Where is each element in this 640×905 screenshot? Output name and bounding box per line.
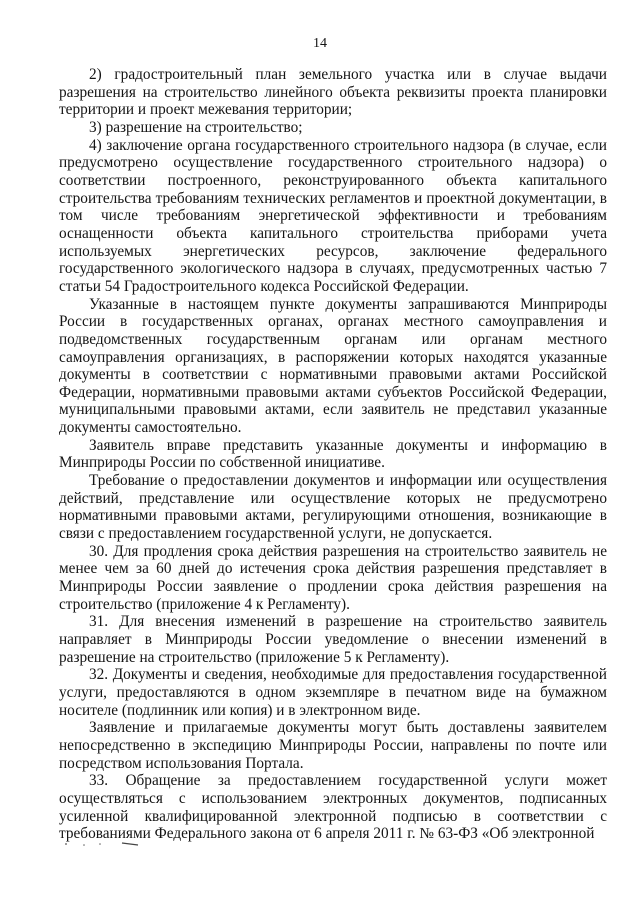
paragraph-delivery: Заявление и прилагаемые документы могут быть доставлены заявителем непосредственно в экспедицию Минприроды России, направлены по почте или посредством использования Портала. <box>59 719 607 772</box>
paragraph-applicant-right: Заявитель вправе представить указанные документы и информацию в Минприроды России по собственной инициативе. <box>59 436 607 472</box>
paragraph-30: 30. Для продления срока действия разрешения на строительство заявитель не менее чем за 60 дней до истечения срока действия разрешения представляет в Минприроды России заявление о продлении срока действия разрешения на строительство (приложение 4 к Регламенту). <box>59 542 607 613</box>
paragraph-item-3: 3) разрешение на строительство; <box>89 118 303 136</box>
paragraph-31: 31. Для внесения изменений в разрешение на строительство заявитель направляет в Минприроды России уведомление о внесении изменений в разрешение на строительство (приложение 5 к Регламенту). <box>59 613 607 666</box>
paragraph-requirement-prohibition: Требование о предоставлении документов и информации или осуществления действий, представление или осуществление которых не предусмотрено нормативными правовыми актами, регулирующими отношения, возникающие в связи с предоставлением государственной услуги, не допускается. <box>59 472 607 543</box>
paragraph-33: 33. Обращение за предоставлением государственной услуги может осуществляться с использованием электронных документов, подписанных усиленной квалифицированной электронной подписью в соответствии с требованиями Федерального закона от 6 апреля 2011 г. № 63-ФЗ «Об электронной <box>59 772 607 843</box>
paragraph-requested-documents: Указанные в настоящем пункте документы запрашиваются Минприроды России в государственных органах, органах местного самоуправления и подведомственных государственным органам или органам местного самоуправления организациях, в распоряжении которых находятся указанные документы в соответствии с нормативными правовыми актами Российской Федерации, нормативными правовыми актами субъектов Российской Федерации, муниципальными правовыми актами, если заявитель не представил указанные документы самостоятельно. <box>59 295 607 437</box>
page-number: 14 <box>313 36 327 51</box>
paragraph-item-4: 4) заключение органа государственного строительного надзора (в случае, если предусмотрено осуществление государственного строительного надзора) о соответствии построенного, реконструированного объекта капитального строительства требованиям технических регламентов и проектной документации, в том числе требованиям энергетической эффективности и требованиям оснащенности объекта капитального строительства приборами учета используемых энергетических ресурсов, заключение федерального государственного экологического надзора в случаях, предусмотренных частью 7 статьи 54 Градостроительного кодекса Российской Федерации. <box>59 136 607 295</box>
scan-artifact <box>62 840 140 848</box>
paragraph-32: 32. Документы и сведения, необходимые для предоставления государственной услуги, предоставляются в одном экземпляре в печатном виде на бумажном носителе (подлинник или копия) и в электронном виде. <box>59 666 607 719</box>
document-body <box>59 66 607 843</box>
paragraph-item-2: 2) градостроительный план земельного участка или в случае выдачи разрешения на строительство линейного объекта реквизиты проекта планировки территории и проект межевания территории; <box>59 66 607 119</box>
